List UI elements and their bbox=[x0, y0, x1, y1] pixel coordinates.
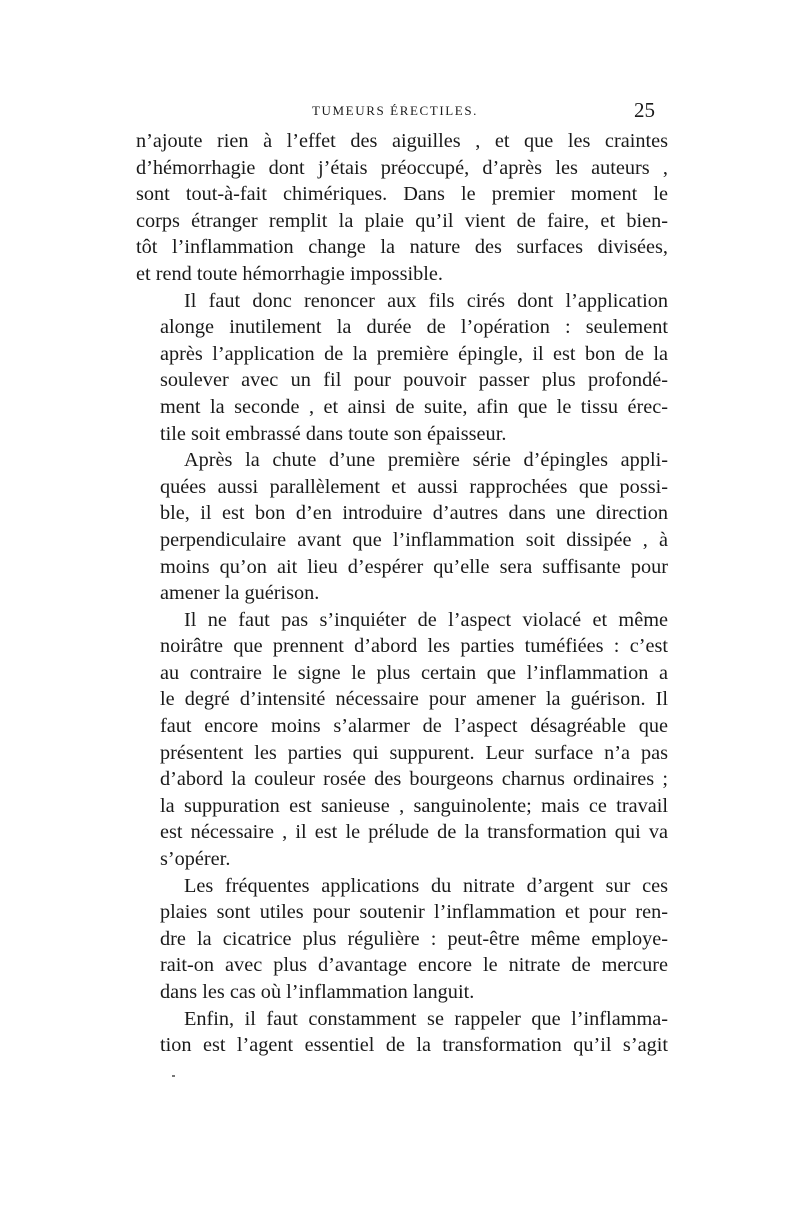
text-line: tion est l’agent essentiel de la transformation qu’il s’agit bbox=[160, 1034, 668, 1057]
text-line: le degré d’intensité nécessaire pour amener la guérison. Il bbox=[160, 688, 668, 711]
paragraph-6 bbox=[136, 1006, 668, 1059]
print-speck bbox=[172, 1075, 175, 1077]
body-text bbox=[136, 128, 668, 1059]
text-line: plaies sont utiles pour soutenir l’inflammation et pour ren- bbox=[160, 901, 668, 924]
text-line: quées aussi parallèlement et aussi rapprochées que possi- bbox=[160, 475, 668, 498]
text-line: Les fréquentes applications du nitrate d’argent sur ces bbox=[184, 874, 668, 897]
text-line: alonge inutilement la durée de l’opération : seulement bbox=[160, 316, 668, 339]
running-title: TUMEURS ÉRECTILES. bbox=[311, 103, 479, 118]
text-line: sont tout-à-fait chimériques. Dans le premier moment le bbox=[136, 183, 668, 206]
text-line: d’hémorrhagie dont j’étais préoccupé, d’après les auteurs , bbox=[136, 156, 668, 179]
text-line: faut encore moins s’alarmer de l’aspect désagréable que bbox=[160, 715, 668, 738]
text-line: perpendiculaire avant que l’inflammation soit dissipée , à bbox=[160, 528, 668, 551]
paragraph-2 bbox=[136, 288, 668, 448]
text-line: soulever avec un fil pour pouvoir passer plus profondé- bbox=[160, 369, 668, 392]
text-line: est nécessaire , il est le prélude de la transformation qui va bbox=[160, 821, 668, 844]
text-line: présentent les parties qui suppurent. Leur surface n’a pas bbox=[160, 741, 668, 764]
text-line: et rend toute hémorrhagie impossible. bbox=[136, 262, 443, 285]
text-line: tôt l’inflammation change la nature des surfaces divisées, bbox=[136, 236, 668, 259]
text-line: ble, il est bon d’en introduire d’autres dans une direction bbox=[160, 502, 668, 525]
text-line: Il faut donc renoncer aux fils cirés dont l’application bbox=[184, 289, 668, 312]
page-number: 25 bbox=[634, 98, 655, 122]
text-line: tile soit embrassé dans toute son épaisseur. bbox=[160, 422, 507, 445]
text-line: dans les cas où l’inflammation languit. bbox=[160, 981, 475, 1003]
text-line: dre la cicatrice plus régulière : peut-être même employe- bbox=[160, 927, 668, 950]
text-line: la suppuration est sanieuse , sanguinolente; mais ce travail bbox=[160, 794, 668, 817]
text-line: noirâtre que prennent d’abord les parties tuméfiées : c’est bbox=[160, 635, 668, 658]
text-line: au contraire le signe le plus certain que l’inflammation a bbox=[160, 661, 668, 684]
paragraph-3 bbox=[136, 447, 668, 607]
text-line: Il ne faut pas s’inquiéter de l’aspect violacé et même bbox=[184, 608, 668, 631]
text-line: moins qu’on ait lieu d’espérer qu’elle sera suffisante pour bbox=[160, 555, 668, 578]
text-line: Enfin, il faut constamment se rappeler que l’inflamma- bbox=[184, 1007, 668, 1030]
text-line: d’abord la couleur rosée des bourgeons charnus ordinaires ; bbox=[160, 768, 668, 791]
text-line: après l’application de la première épingle, il est bon de la bbox=[160, 342, 668, 365]
text-line: amener la guérison. bbox=[160, 582, 320, 605]
paragraph-1 bbox=[136, 128, 668, 288]
text-line: ment la seconde , et ainsi de suite, afin que le tissu érec- bbox=[160, 395, 668, 418]
text-line: corps étranger remplit la plaie qu’il vient de faire, et bien- bbox=[136, 209, 668, 232]
text-line: n’ajoute rien à l’effet des aiguilles , et que les craintes bbox=[136, 130, 668, 152]
text-line: Après la chute d’une première série d’épingles appli- bbox=[184, 449, 668, 472]
paragraph-5 bbox=[136, 873, 668, 1006]
paragraph-4 bbox=[136, 607, 668, 873]
page-header bbox=[135, 98, 655, 122]
text-line: s’opérer. bbox=[160, 848, 231, 871]
text-line: rait-on avec plus d’avantage encore le nitrate de mercure bbox=[160, 954, 668, 977]
